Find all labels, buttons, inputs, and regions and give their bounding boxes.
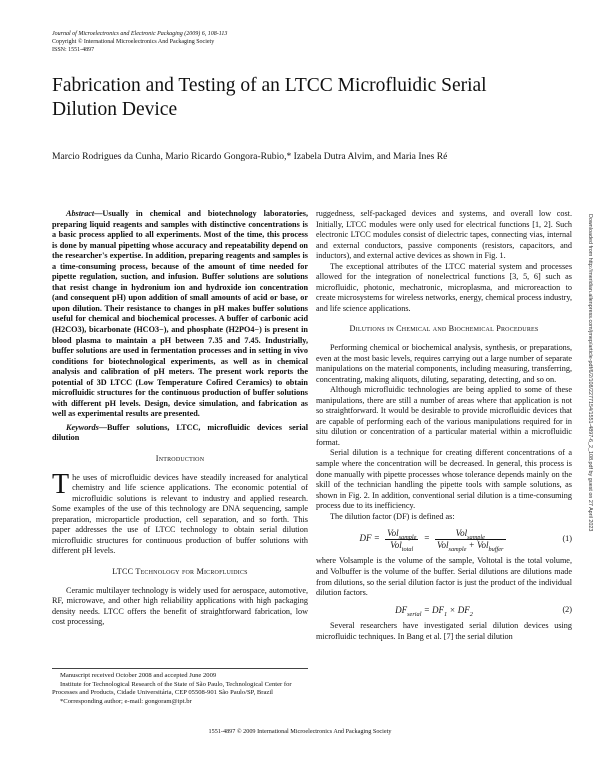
section-heading-introduction: Introduction [155, 454, 205, 464]
download-side-note [586, 214, 594, 614]
right-column [316, 209, 572, 642]
intro-text: he uses of microfluidic devices have steadily increased for analytical chemistry and life science applications. The economic potential of microfluidic solutions is relevant to industry and applied research. Some examples of the use of this technology are DNA sequencing, sample preparation, microparticle production, cell separation, and so forth. This paper addresses the use of LTCC technology to obtain serial dilution microfluidic structures for continuous production of buffer solutions with different pH levels. [52, 472, 308, 556]
equation-2 [316, 605, 572, 616]
dilutions-paragraph-2: Although microfluidic technologies are being applied to some of these manipulations, there are still a number of areas where that application is not so straightforward. It would be desirable to provide microfluidic devices that are capable of performing each of the various manipulations required for in situ dilution or concentration of a particular material within a microfluidic format. [316, 385, 572, 447]
journal-citation: Journal of Microelectronics and Electronic Packaging (2009) 6, 108-113 [52, 31, 228, 37]
section-heading-dilutions: Dilutions in Chemical and Biochemical Procedures [349, 324, 539, 334]
footnote [52, 668, 308, 706]
equation-2-number: (2) [562, 604, 572, 614]
keywords [52, 423, 308, 444]
drop-cap: T [52, 468, 70, 500]
dilutions-paragraph-4: The dilution factor (DF) is defined as: [330, 511, 455, 521]
abstract [52, 209, 308, 420]
footnote-institute: Institute for Technological Research of the State of São Paulo, Technological Center for Processes and Products, Cidade Universitária, CEP 05508-901 São Paulo/SP, Brazil [52, 680, 292, 697]
keywords-text: —Buffer solutions, LTCC, microfluidic devices serial dilution [52, 422, 308, 443]
intro-paragraph [52, 468, 308, 557]
equation-1-number: (1) [562, 534, 572, 544]
issn-line: ISSN: 1551-4897 [52, 47, 95, 53]
section-heading-ltcc: LTCC Technology for Microfluidics [112, 566, 248, 576]
dilutions-paragraph-3: Serial dilution is a technique for creating different concentrations of a sample where the concentration will be decreased. In general, this process is done manually with pipette processes whose tolerance depends mainly on the skill of the technician handling the pipette tools with sample solutions, as shown in Fig. 2. In addition, conventional serial dilution is a time-consuming process due to its inefficiency. [316, 448, 572, 511]
copyright-line: Copyright © International Microelectronics And Packaging Society [52, 39, 215, 45]
ltcc-paragraph-continued: ruggedness, self-packaged devices and systems, and overall low cost. Initially, LTCC modules were only used for electrical functions [1, 2]. Such electronic LTCC modules consist of dielectric tapes, connecting vias, internal and external conductors, passive components (resistors, capacitors, and inductors), and external active devices as shown in Fig. 1. [316, 209, 572, 261]
page-footer: 1551-4897 © 2009 International Microelectronics And Packaging Society [208, 728, 392, 735]
equation-1 [316, 528, 572, 553]
footnote-received: Manuscript received October 2008 and accepted June 2009 [60, 672, 217, 679]
dilutions-paragraph-5: where Volsample is the volume of the sample, Voltotal is the total volume, and Volbuffer is the volume of the buffer. Serial dilutions are dilutions made from dilutions, so the serial dilution factor is just the product of the individual dilution factors. [316, 556, 572, 598]
equation-1-body: DF = $\frac{Vol_{sample}}{Vol_{total}}$ = $\frac{Vol_{sample}}{Vol_{sample} + Vol_{buffer}}$ [359, 528, 504, 553]
running-header [52, 30, 227, 54]
abstract-text: —Usually in chemical and biotechnology laboratories, preparing liquid reagents and samples with distinctive concentrations is a basic process applied to all experiments. Most of the time, this process is done by manual pipetting whose accuracy and repeatability depend on the researcher's expertise. In addition, preparing reagents and samples is a time-consuming process, because of the amount of time needed for pipette regulation, suction, and infusion. Buffer solutions are solutions that resist change in hydronium ion and hydroxide ion concentration (and consequent pH) upon addition of small amounts of acid or base, or upon dilution. Their resistance to changes in pH makes buffer solutions useful for chemical and biochemical processes. A buffer of carbonic acid (H2CO3), bicarbonate (HCO3−), and phosphate (H2PO4−) is present in blood plasma to maintain a pH between 7.35 and 7.45. Industrially, buffer solutions are used in fermentation processes and in setting in vivo conditions for biotechnological experiments, as well as in chemical analysis and calibration of pH meters. The present work reports the potential of 3D LTCC (Low Temperature Cofired Ceramics) to obtain microfluidic structures for the continuous production of buffer solutions with different pH levels. Design, device simulation, and fabrication as well as experimental results are presented. [52, 209, 308, 419]
paper-title: Fabrication and Testing of an LTCC Microfluidic Serial Dilution Device [52, 75, 487, 120]
abstract-label: Abstract [66, 209, 95, 218]
dilutions-paragraph-6: Several researchers have investigated serial dilution devices using microfluidic techniques. In Bang et al. [7] the serial dilution [316, 621, 572, 641]
equation-2-body: $DF_{serial} = DF_1 \times DF_2$ [395, 604, 473, 618]
ltcc-paragraph-2: The exceptional attributes of the LTCC material system and processes allowed for the integration of nonelectrical functions [3, 5, 6] such as microfluidic, photonic, mechatronic, microplasma, and microreaction to create microsystems for wireless networks, energy, chemical process industry, and life science applications. [316, 261, 572, 313]
dilutions-paragraph-1: Performing chemical or biochemical analysis, synthesis, or preparations, even at the most basic levels, requires carrying out a large number of separate manipulations on the material components, including measuring, transferring, concentrating, making aliquots, diluting, separating, detecting, and so on. [316, 343, 572, 384]
keywords-label: Keywords [66, 422, 99, 432]
ltcc-paragraph: Ceramic multilayer technology is widely used for aerospace, automotive, RF, microwave, and other high reliability applications with high packaging density needs. LTCC offers the benefit of straightforward fabrication, low cost processing, [52, 585, 308, 627]
download-side-note-text: Downloaded from http://meridian.allenpress.com/jmep/article-pdf/6/2/108/2277154/1551-4897-6_2_108.pdf by guest on 27 April 2023 [587, 214, 593, 532]
footnote-corresponding: *Corresponding author; e-mail: gongoram@ipt.br [60, 697, 192, 705]
left-column [52, 209, 308, 628]
author-list: Marcio Rodrigues da Cunha, Mario Ricardo Gongora-Rubio,* Izabela Dutra Alvim, and Maria Ines Ré [52, 151, 448, 162]
